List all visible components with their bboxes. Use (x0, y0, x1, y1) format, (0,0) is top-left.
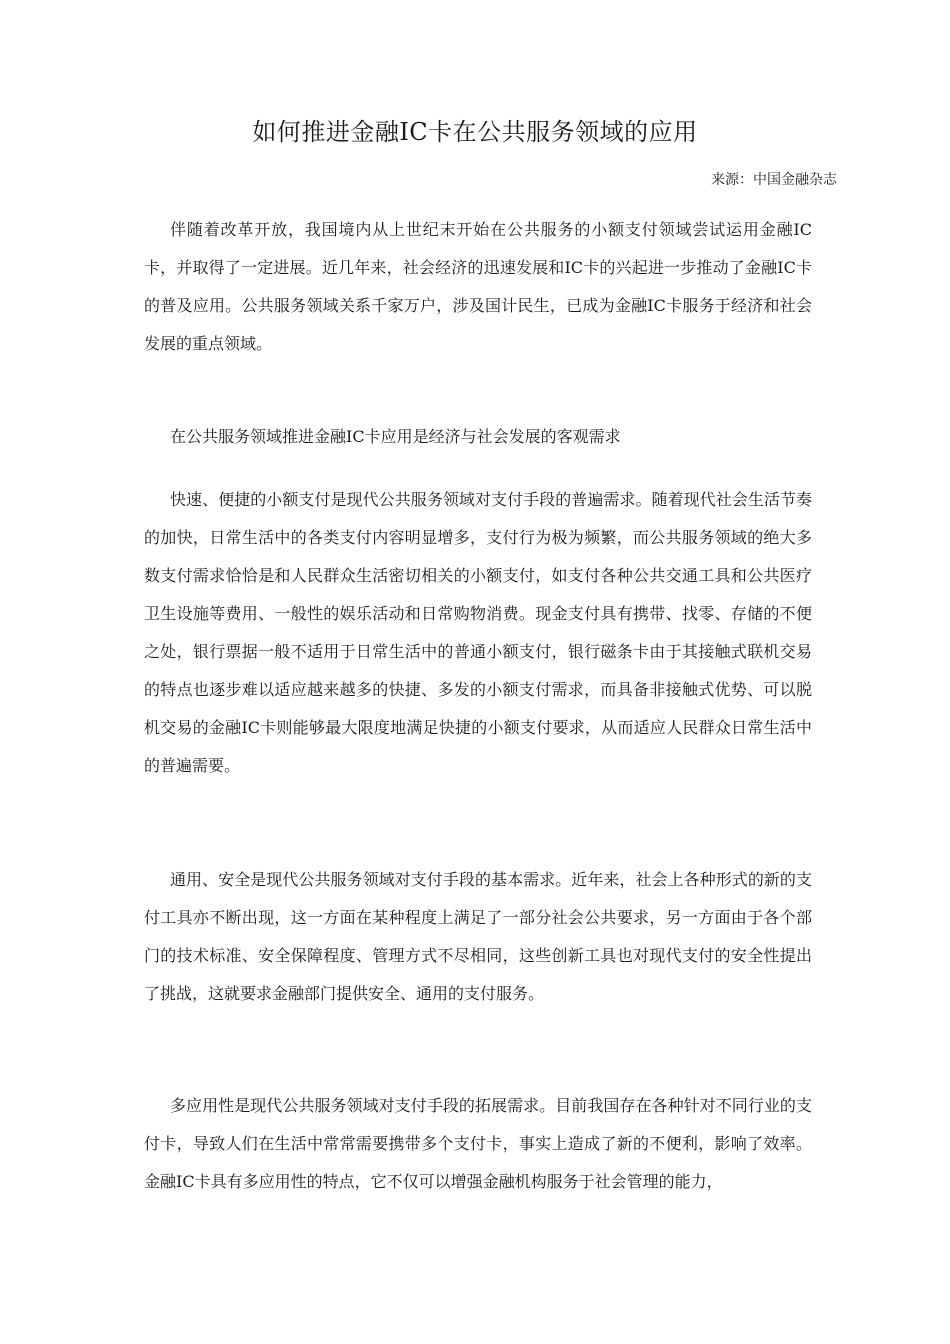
paragraph-security: 通用、安全是现代公共服务领域对支付手段的基本需求。近年来，社会上各种形式的新的支付工具亦不断出现，这一方面在某种程度上满足了一部分社会公共要求，另一方面由于各个部门的技术标准、安全保障程度、管理方式不尽相同，这些创新工具也对现代支付的安全性提出了挑战，这就要求金融部门提供安全、通用的支付服务。 (144, 870, 812, 1003)
section-heading: 在公共服务领域推进金融IC卡应用是经济与社会发展的客观需求 (170, 427, 621, 446)
paragraph-multi-application: 多应用性是现代公共服务领域对支付手段的拓展需求。目前我国存在各种针对不同行业的支付卡，导致人们在生活中常常需要携带多个支付卡，事实上造成了新的不便利，影响了效率。金融IC卡具有多应用性的特点，它不仅可以增强金融机构服务于社会管理的能力， (144, 1096, 812, 1191)
paragraph-intro: 伴随着改革开放，我国境内从上世纪末开始在公共服务的小额支付领域尝试运用金融IC卡，并取得了一定进展。近几年来，社会经济的迅速发展和IC卡的兴起进一步推动了金融IC卡的普及应用。公共服务领域关系千家万户，涉及国计民生，已成为金融IC卡服务于经济和社会发展的重点领域。 (144, 220, 812, 353)
paragraph-small-payment: 快速、便捷的小额支付是现代公共服务领域对支付手段的普遍需求。随着现代社会生活节奏的加快，日常生活中的各类支付内容明显增多，支付行为极为频繁，而公共服务领域的绝大多数支付需求恰恰是和人民群众生活密切相关的小额支付，如支付各种公共交通工具和公共医疗卫生设施等费用、一般性的娱乐活动和日常购物消费。现金支付具有携带、找零、存储的不便之处，银行票据一般不适用于日常生活中的普通小额支付，银行磁条卡由于其接触式联机交易的特点也逐步难以适应越来越多的快捷、多发的小额支付需求，而具备非接触式优势、可以脱机交易的金融IC卡则能够最大限度地满足快捷的小额支付要求，从而适应人民群众日常生活中的普遍需要。 (144, 490, 812, 775)
document-title: 如何推进金融IC卡在公共服务领域的应用 (252, 118, 698, 146)
document-source: 来源：中国金融杂志 (711, 172, 837, 188)
